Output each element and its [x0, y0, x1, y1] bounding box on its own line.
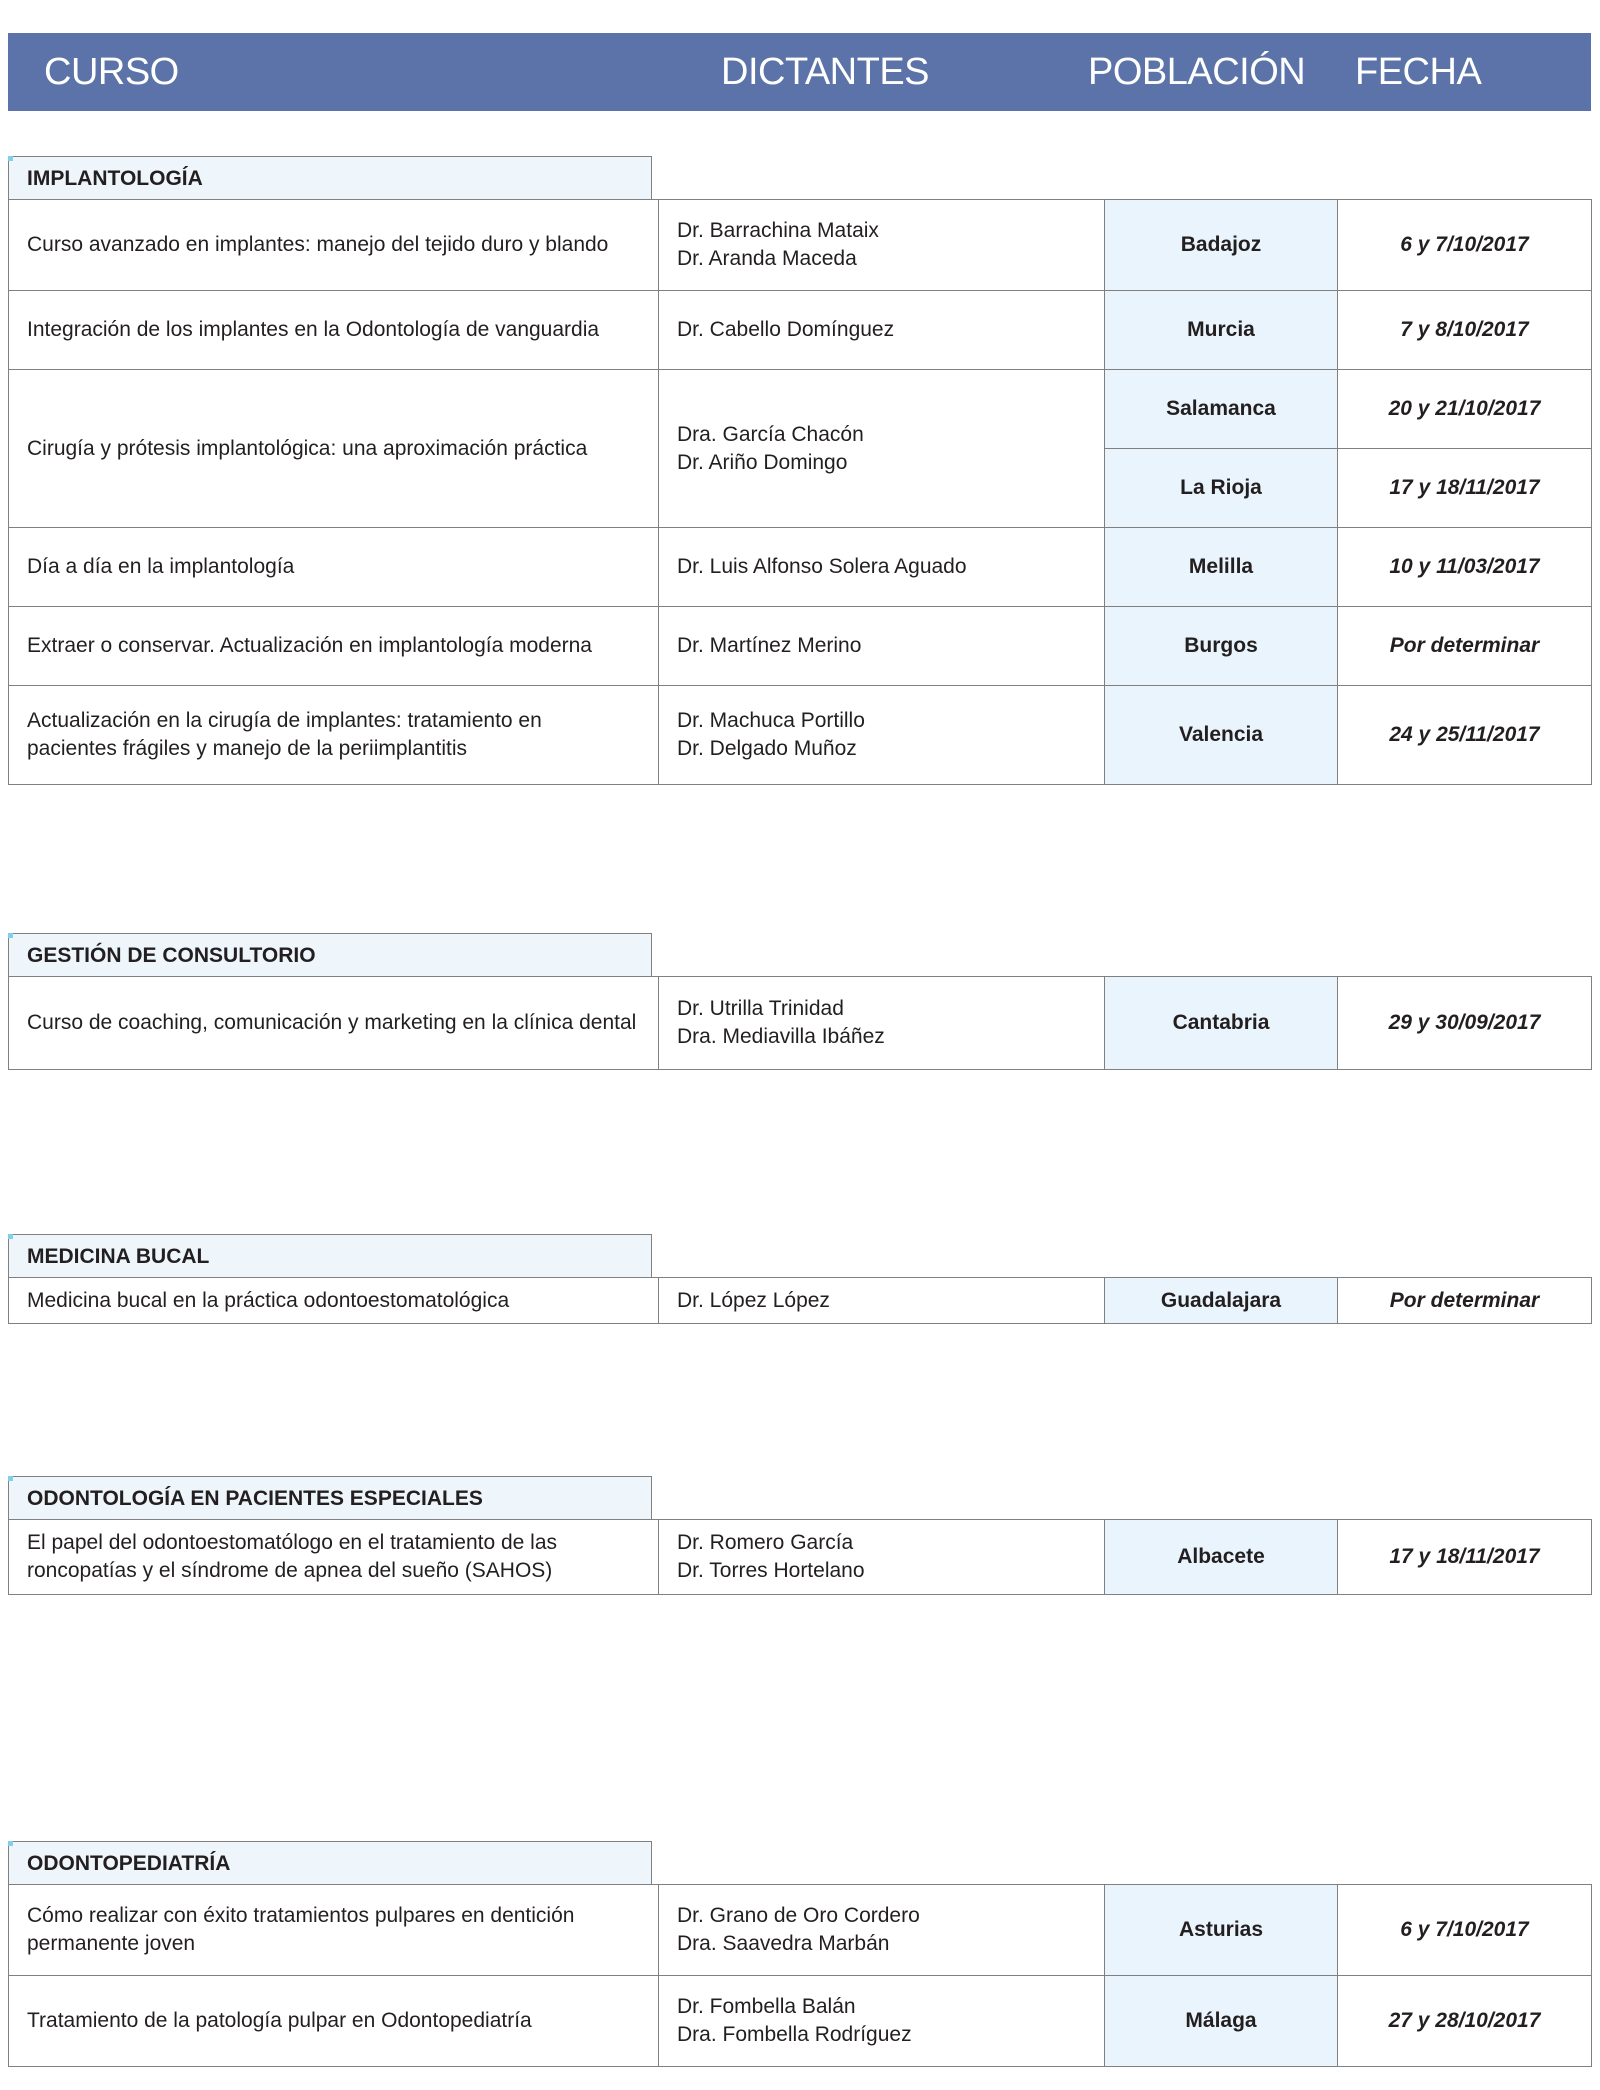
- table-row: [9, 528, 1592, 607]
- course-name-line: Medicina bucal en la práctica odontoestomatológica: [27, 1288, 510, 1312]
- course-table: [8, 1519, 1592, 1595]
- course-section: [8, 933, 1591, 1070]
- course-name-line: Curso avanzado en implantes: manejo del tejido duro y blando: [27, 233, 609, 256]
- course-name: [9, 607, 659, 686]
- date: 17 y 18/11/2017: [1338, 449, 1592, 528]
- section-title: ODONTOPEDIATRÍA: [8, 1841, 652, 1884]
- lecturer-name: Dr. Grano de Oro Cordero: [677, 1904, 920, 1927]
- location: Burgos: [1105, 607, 1338, 686]
- date: Por determinar: [1338, 1278, 1592, 1324]
- lecturer-name: Dra. García Chacón: [677, 422, 864, 446]
- lecturers: [659, 1278, 1105, 1324]
- date: 20 y 21/10/2017: [1338, 370, 1592, 449]
- lecturer-name: Dr. Delgado Muñoz: [677, 737, 857, 760]
- location: Cantabria: [1105, 977, 1338, 1070]
- lecturers: [659, 607, 1105, 686]
- section-title: ODONTOLOGÍA EN PACIENTES ESPECIALES: [8, 1476, 652, 1519]
- lecturer-name: Dr. Romero García: [677, 1531, 854, 1554]
- table-row: [9, 977, 1592, 1070]
- lecturer-name: Dr. Machuca Portillo: [677, 709, 865, 732]
- lecturer-name: Dr. Luis Alfonso Solera Aguado: [677, 555, 967, 578]
- lecturer-name: Dr. Aranda Maceda: [677, 247, 857, 270]
- course-table: [8, 199, 1592, 785]
- location: Guadalajara: [1105, 1278, 1338, 1324]
- lecturers: [659, 1885, 1105, 1976]
- lecturer-name: Dr. Barrachina Mataix: [677, 219, 879, 242]
- course-name: [9, 1278, 659, 1324]
- header-poblacion: POBLACIÓN: [1088, 51, 1306, 93]
- location: Albacete: [1105, 1520, 1338, 1595]
- lecturers: [659, 686, 1105, 785]
- lecturers: [659, 291, 1105, 370]
- section-title: MEDICINA BUCAL: [8, 1234, 652, 1277]
- header-dictantes: DICTANTES: [721, 51, 930, 93]
- date: 27 y 28/10/2017: [1338, 1976, 1592, 2067]
- lecturers: [659, 1976, 1105, 2067]
- course-name: [9, 977, 659, 1070]
- table-row: [9, 370, 1592, 449]
- header-fecha: FECHA: [1355, 51, 1482, 93]
- lecturer-name: Dr. López López: [677, 1288, 830, 1312]
- lecturer-name: Dr. Cabello Domínguez: [677, 318, 895, 341]
- course-name-line: Cirugía y prótesis implantológica: una aproximación práctica: [27, 436, 588, 460]
- course-name-line: Extraer o conservar. Actualización en implantología moderna: [27, 634, 592, 657]
- location: Melilla: [1105, 528, 1338, 607]
- course-name-line: El papel del odontoestomatólogo en el tratamiento de las: [27, 1531, 558, 1554]
- lecturers: [659, 1520, 1105, 1595]
- date: 17 y 18/11/2017: [1338, 1520, 1592, 1595]
- date: 7 y 8/10/2017: [1338, 291, 1592, 370]
- course-name-line: permanente joven: [27, 1932, 196, 1955]
- section-title: GESTIÓN DE CONSULTORIO: [8, 933, 652, 976]
- table-row: [9, 1520, 1592, 1595]
- course-table: [8, 1884, 1592, 2067]
- course-name: [9, 370, 659, 528]
- table-row: [9, 1885, 1592, 1976]
- course-section: [8, 156, 1591, 785]
- header-curso: CURSO: [44, 51, 179, 93]
- location: La Rioja: [1105, 449, 1338, 528]
- course-name: [9, 1976, 659, 2067]
- lecturer-name: Dr. Martínez Merino: [677, 634, 862, 657]
- location: Málaga: [1105, 1976, 1338, 2067]
- lecturer-name: Dr. Utrilla Trinidad: [677, 997, 844, 1020]
- location: Badajoz: [1105, 200, 1338, 291]
- lecturer-name: Dr. Torres Hortelano: [677, 1559, 865, 1582]
- table-row: [9, 1278, 1592, 1324]
- table-row: [9, 1976, 1592, 2067]
- table-row: [9, 200, 1592, 291]
- course-name: [9, 1885, 659, 1976]
- lecturers: [659, 528, 1105, 607]
- lecturers: [659, 200, 1105, 291]
- location: Murcia: [1105, 291, 1338, 370]
- lecturer-name: Dra. Mediavilla Ibáñez: [677, 1025, 885, 1048]
- lecturers: [659, 370, 1105, 528]
- course-table: [8, 1277, 1592, 1324]
- course-name: [9, 1520, 659, 1595]
- table-row: [9, 686, 1592, 785]
- date: 24 y 25/11/2017: [1338, 686, 1592, 785]
- table-row: [9, 291, 1592, 370]
- course-name-line: Curso de coaching, comunicación y marketing en la clínica dental: [27, 1011, 637, 1034]
- lecturer-name: Dr. Ariño Domingo: [677, 450, 848, 474]
- course-section: [8, 1841, 1591, 2067]
- course-section: [8, 1234, 1591, 1324]
- course-table: [8, 976, 1592, 1070]
- course-name: [9, 686, 659, 785]
- date: 6 y 7/10/2017: [1338, 1885, 1592, 1976]
- course-name-line: Cómo realizar con éxito tratamientos pulpares en dentición: [27, 1904, 575, 1927]
- date: 29 y 30/09/2017: [1338, 977, 1592, 1070]
- course-name-line: Día a día en la implantología: [27, 555, 295, 578]
- location: Valencia: [1105, 686, 1338, 785]
- lecturers: [659, 977, 1105, 1070]
- course-name: [9, 528, 659, 607]
- section-title: IMPLANTOLOGÍA: [8, 156, 652, 199]
- course-name: [9, 200, 659, 291]
- course-name-line: Actualización en la cirugía de implantes: tratamiento en: [27, 709, 542, 732]
- date: 10 y 11/03/2017: [1338, 528, 1592, 607]
- location: Salamanca: [1105, 370, 1338, 449]
- location: Asturias: [1105, 1885, 1338, 1976]
- date: Por determinar: [1338, 607, 1592, 686]
- course-section: [8, 1476, 1591, 1595]
- course-name-line: pacientes frágiles y manejo de la periimplantitis: [27, 737, 468, 760]
- course-name-line: roncopatías y el síndrome de apnea del sueño (SAHOS): [27, 1559, 553, 1582]
- course-name-line: Integración de los implantes en la Odontología de vanguardia: [27, 318, 600, 341]
- course-name-line: Tratamiento de la patología pulpar en Odontopediatría: [27, 2009, 532, 2032]
- date: 6 y 7/10/2017: [1338, 200, 1592, 291]
- lecturer-name: Dra. Saavedra Marbán: [677, 1932, 890, 1955]
- lecturer-name: Dra. Fombella Rodríguez: [677, 2023, 912, 2046]
- table-row: [9, 607, 1592, 686]
- column-header-bar: [8, 33, 1591, 111]
- course-name: [9, 291, 659, 370]
- lecturer-name: Dr. Fombella Balán: [677, 1995, 856, 2018]
